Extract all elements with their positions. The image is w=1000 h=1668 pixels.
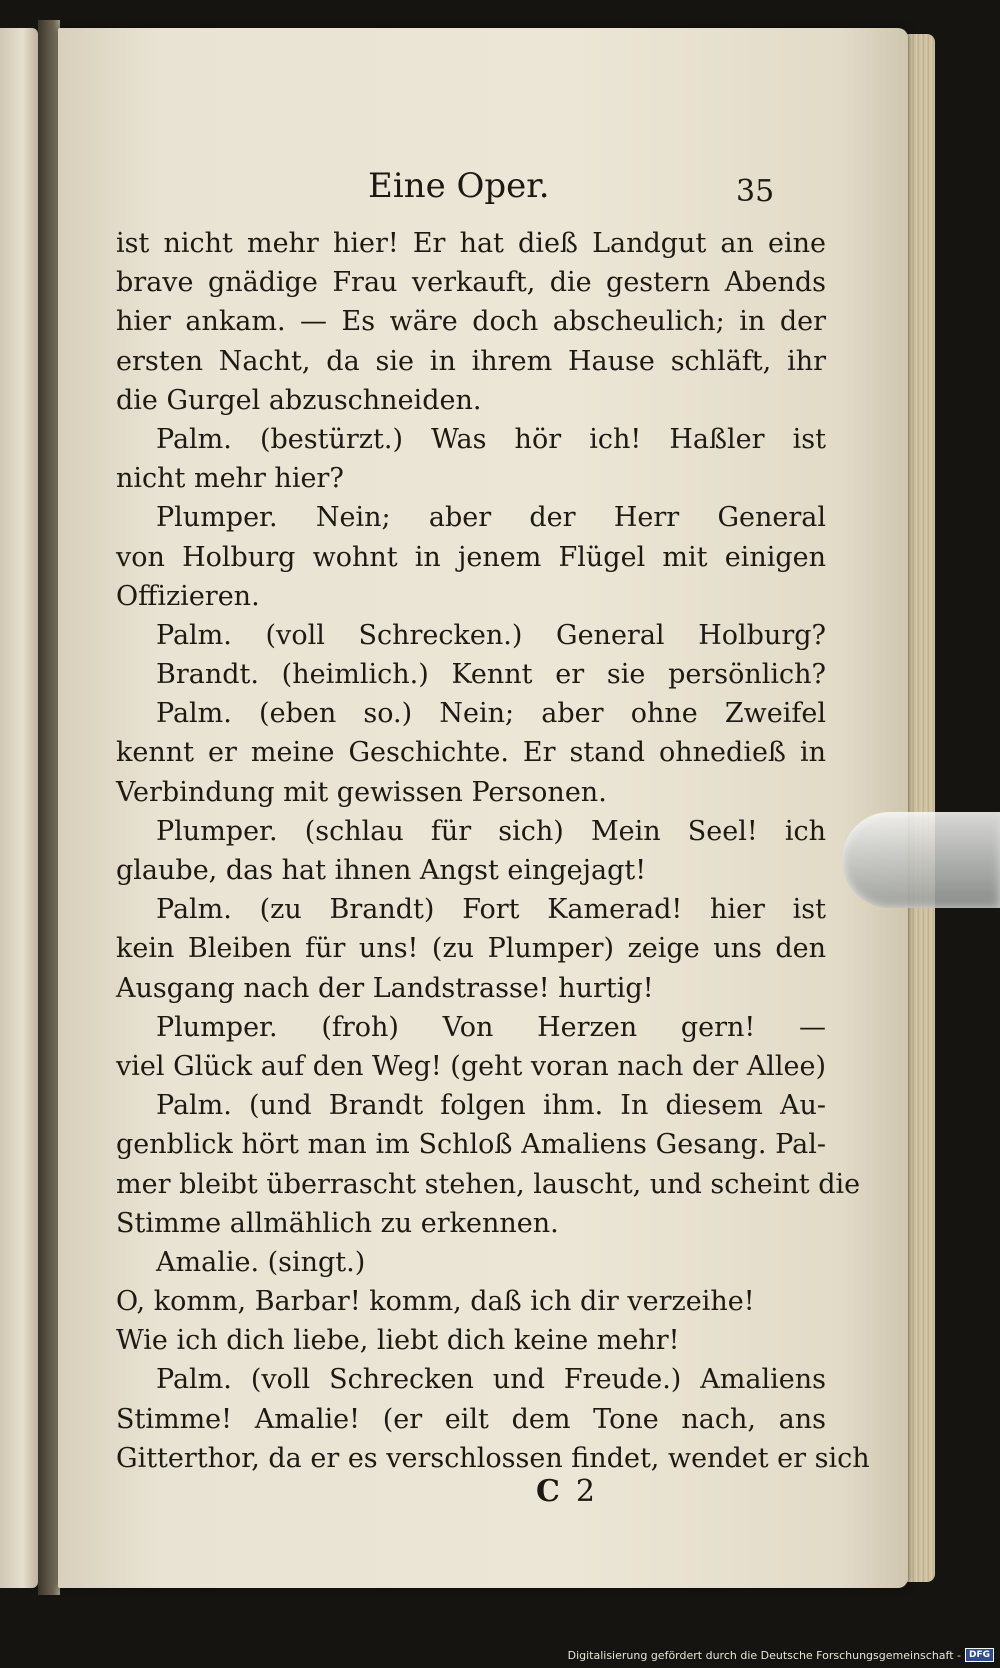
text-line: nicht mehr hier? <box>116 463 344 495</box>
text-line: Stimme allmählich zu erkennen. <box>116 1207 559 1239</box>
text-line: Stimme! Amalie! (er eilt dem Tone nach, ans <box>116 1403 826 1435</box>
text-line: Palm. (zu Brandt) Fort Kamerad! hier ist <box>156 894 826 926</box>
text-line: Palm. (bestürzt.) Was hör ich! Haßler ist <box>156 423 826 455</box>
text-line: Palm. (und Brandt folgen ihm. In diesem Au- <box>156 1090 826 1122</box>
digitization-footer <box>568 1648 994 1662</box>
text-block <box>116 224 870 1478</box>
text-line: Offizieren. <box>116 580 260 612</box>
text-line: Palm. (voll Schrecken und Freude.) Amaliens <box>156 1364 826 1396</box>
text-line: Verbindung mit gewissen Personen. <box>116 776 607 808</box>
signature-letter: C <box>536 1474 560 1509</box>
book-page <box>58 28 908 1588</box>
text-line: kein Bleiben für uns! (zu Plumper) zeige uns den <box>116 933 826 965</box>
text-line: die Gurgel abzuschneiden. <box>116 384 482 416</box>
running-head-title: Eine Oper. <box>368 166 550 206</box>
left-page-edge <box>0 28 38 1588</box>
text-line: Plumper. Nein; aber der Herr General <box>156 502 826 534</box>
text-line: genblick hört man im Schloß Amaliens Gesang. Pal- <box>116 1129 826 1161</box>
text-line: mer bleibt überrascht stehen, lauscht, und scheint die <box>116 1168 861 1200</box>
text-line: Gitterthor, da er es verschlossen findet, wendet er sich <box>116 1442 870 1474</box>
text-line: Palm. (eben so.) Nein; aber ohne Zweifel <box>156 698 826 730</box>
text-line: kennt er meine Geschichte. Er stand ohnedieß in <box>116 737 826 769</box>
dfg-logo: DFG <box>965 1648 994 1662</box>
page-clip <box>842 812 1000 908</box>
text-line: brave gnädige Frau verkauft, die gestern Abends <box>116 267 826 299</box>
book-gutter <box>38 20 60 1595</box>
text-line: ist nicht mehr hier! Er hat dieß Landgut an eine <box>116 228 826 259</box>
signature-number: 2 <box>575 1474 595 1509</box>
text-line: viel Glück auf den Weg! (geht voran nach der Allee) <box>116 1050 826 1082</box>
verse-line: Wie ich dich liebe, liebt dich keine mehr! <box>116 1325 680 1357</box>
text-line: Brandt. (heimlich.) Kennt er sie persönlich? <box>156 659 826 691</box>
text-line: Ausgang nach der Landstrasse! hurtig! <box>116 972 654 1004</box>
text-line: von Holburg wohnt in jenem Flügel mit einigen <box>116 541 826 573</box>
signature-mark <box>536 1474 595 1509</box>
text-line: glaube, das hat ihnen Angst eingejagt! <box>116 855 647 886</box>
verse-line: O, komm, Barbar! komm, daß ich dir verzeihe! <box>116 1286 755 1318</box>
page-number: 35 <box>736 174 775 209</box>
text-line: hier ankam. — Es wäre doch abscheulich; in der <box>116 306 826 338</box>
text-line: Plumper. (froh) Von Herzen gern! — <box>156 1011 826 1043</box>
text-line: ersten Nacht, da sie in ihrem Hause schläft, ihr <box>116 345 826 377</box>
text-line: Palm. (voll Schrecken.) General Holburg? <box>156 619 826 651</box>
page-edges <box>905 34 935 1582</box>
footer-text: Digitalisierung gefördert durch die Deutsche Forschungsgemeinschaft - <box>567 1648 961 1662</box>
text-line: Amalie. (singt.) <box>156 1246 366 1278</box>
text-line: Plumper. (schlau für sich) Mein Seel! ich <box>156 815 826 847</box>
running-head <box>58 160 908 210</box>
